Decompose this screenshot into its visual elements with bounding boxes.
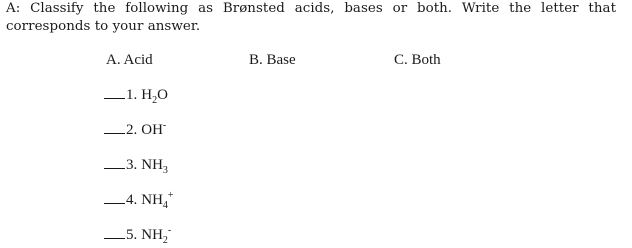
item-number: 5. [126, 227, 138, 243]
formula-base: OH [141, 122, 163, 138]
formula-rest: O [157, 87, 168, 103]
question-item-3: 3. NH 3 [104, 156, 168, 174]
question-item-1: 1. H 2 O [104, 86, 168, 104]
item-number: 2. [126, 122, 138, 138]
item-number: 1. [126, 87, 138, 103]
answer-blank-2[interactable] [104, 133, 125, 134]
question-item-2: 2. OH - [104, 121, 166, 139]
item-number: 3. [126, 157, 138, 173]
formula-base: H [141, 87, 153, 103]
answer-blank-3[interactable] [104, 168, 125, 169]
instruction-text: A: Classify the following as Brønsted acids, bases or both. Write the letter that corresponds to your answer. [6, 1, 616, 34]
answer-blank-1[interactable] [104, 98, 125, 99]
formula-base: NH [141, 157, 163, 173]
option-base: B. Base [249, 52, 296, 68]
formula-base: NH [141, 227, 163, 243]
question-item-4: 4. NH 4 + [104, 191, 174, 209]
option-both: C. Both [394, 52, 441, 68]
option-acid: A. Acid [106, 52, 153, 68]
question-item-5: 5. NH 2 - [104, 226, 171, 244]
answer-blank-5[interactable] [104, 238, 125, 239]
formula-base: NH [141, 192, 163, 208]
item-number: 4. [126, 192, 138, 208]
answer-blank-4[interactable] [104, 203, 125, 204]
